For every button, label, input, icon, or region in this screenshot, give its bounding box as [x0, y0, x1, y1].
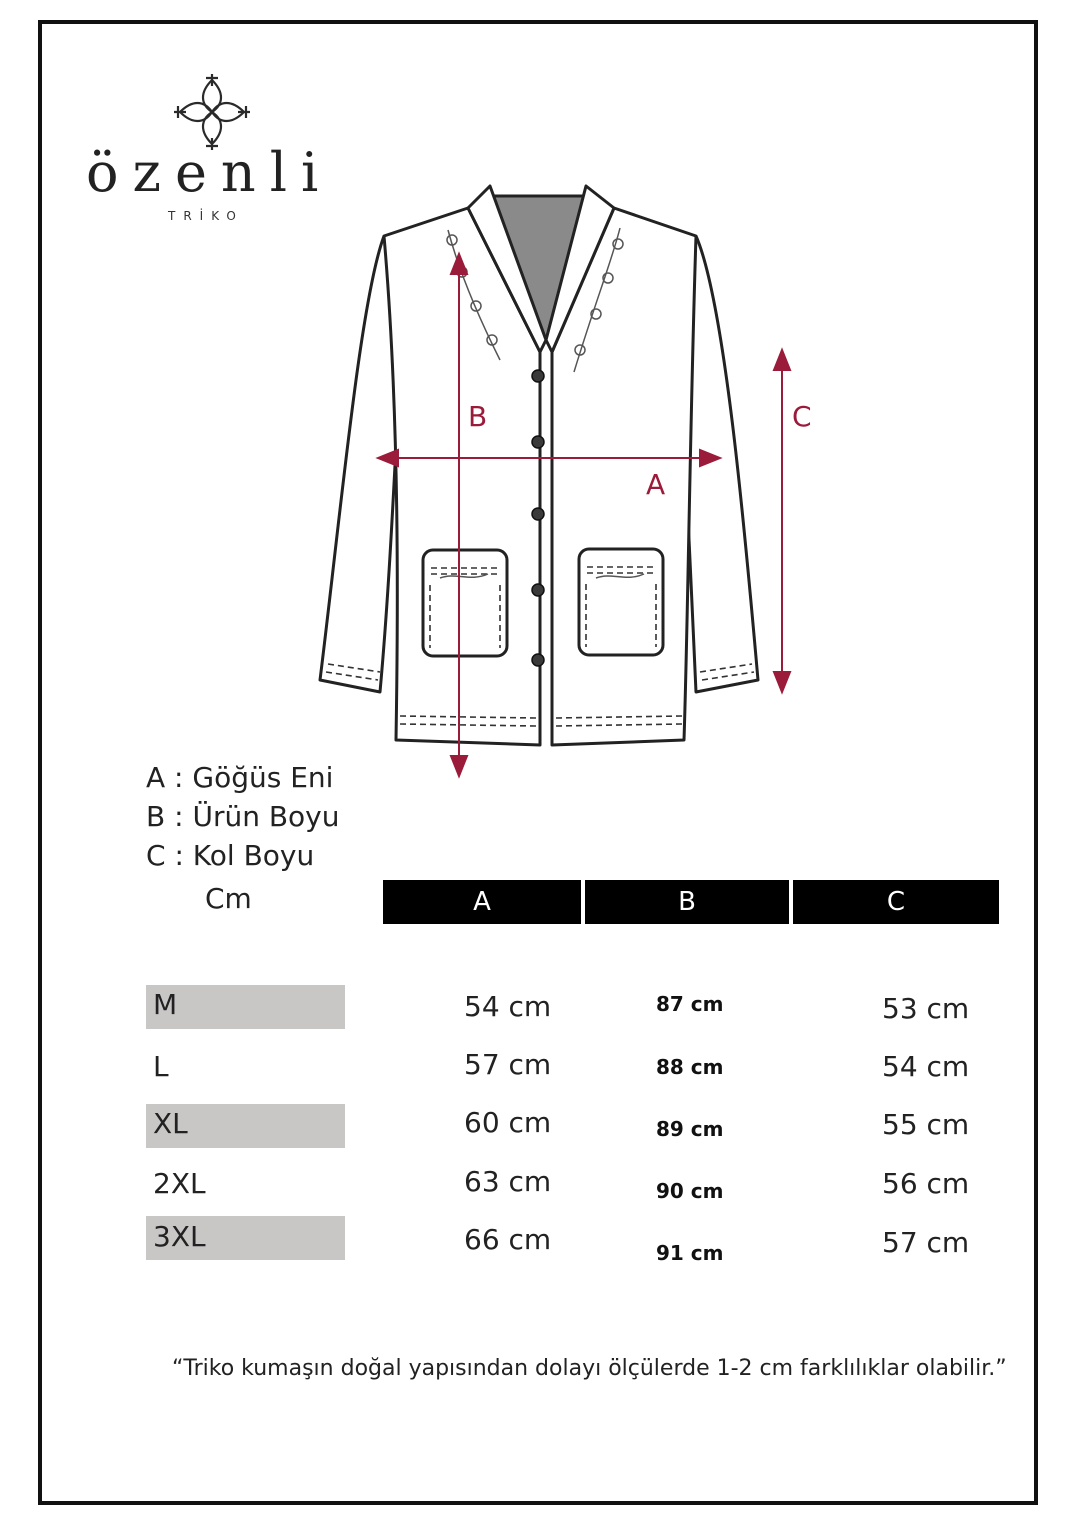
- table-cell-a: 63 cm: [464, 1165, 552, 1198]
- measurement-legend: [146, 758, 340, 875]
- table-unit-label: Cm: [205, 882, 252, 915]
- legend-item-a: A : Göğüs Eni: [146, 761, 334, 794]
- table-cell-a: 60 cm: [464, 1106, 552, 1139]
- brand-name: özenli: [86, 141, 333, 204]
- table-cell-c: 55 cm: [882, 1108, 970, 1141]
- brand-subtitle: TRİKO: [168, 209, 244, 223]
- table-header-b: B: [585, 880, 789, 924]
- table-cell-a: 54 cm: [464, 990, 552, 1023]
- measurement-disclaimer: “Triko kumaşın doğal yapısından dolayı ölçülerde 1-2 cm farklılıklar olabilir.”: [172, 1356, 1007, 1381]
- diagram-label-b: B: [468, 400, 488, 433]
- table-cell-c: 54 cm: [882, 1050, 970, 1083]
- legend-item-b: B : Ürün Boyu: [146, 800, 340, 833]
- table-cell-a: 57 cm: [464, 1048, 552, 1081]
- legend-item-c: C : Kol Boyu: [146, 839, 315, 872]
- size-label: 2XL: [153, 1167, 206, 1200]
- table-header-a: A: [383, 880, 581, 924]
- table-cell-b: 87 cm: [656, 992, 724, 1016]
- diagram-label-a: A: [646, 468, 666, 501]
- table-cell-b: 89 cm: [656, 1117, 724, 1141]
- table-cell-a: 66 cm: [464, 1223, 552, 1256]
- table-cell-c: 57 cm: [882, 1226, 970, 1259]
- table-cell-c: 56 cm: [882, 1167, 970, 1200]
- size-label: L: [153, 1050, 169, 1083]
- table-cell-b: 91 cm: [656, 1241, 724, 1265]
- size-label: M: [153, 988, 178, 1021]
- cardigan-diagram: [300, 170, 860, 790]
- table-cell-c: 53 cm: [882, 992, 970, 1025]
- table-cell-b: 90 cm: [656, 1179, 724, 1203]
- brand-logo-icon: [172, 72, 252, 152]
- table-header-c: C: [793, 880, 999, 924]
- diagram-label-c: C: [792, 400, 812, 433]
- size-label: XL: [153, 1107, 188, 1140]
- size-label: 3XL: [153, 1220, 206, 1253]
- table-cell-b: 88 cm: [656, 1055, 724, 1079]
